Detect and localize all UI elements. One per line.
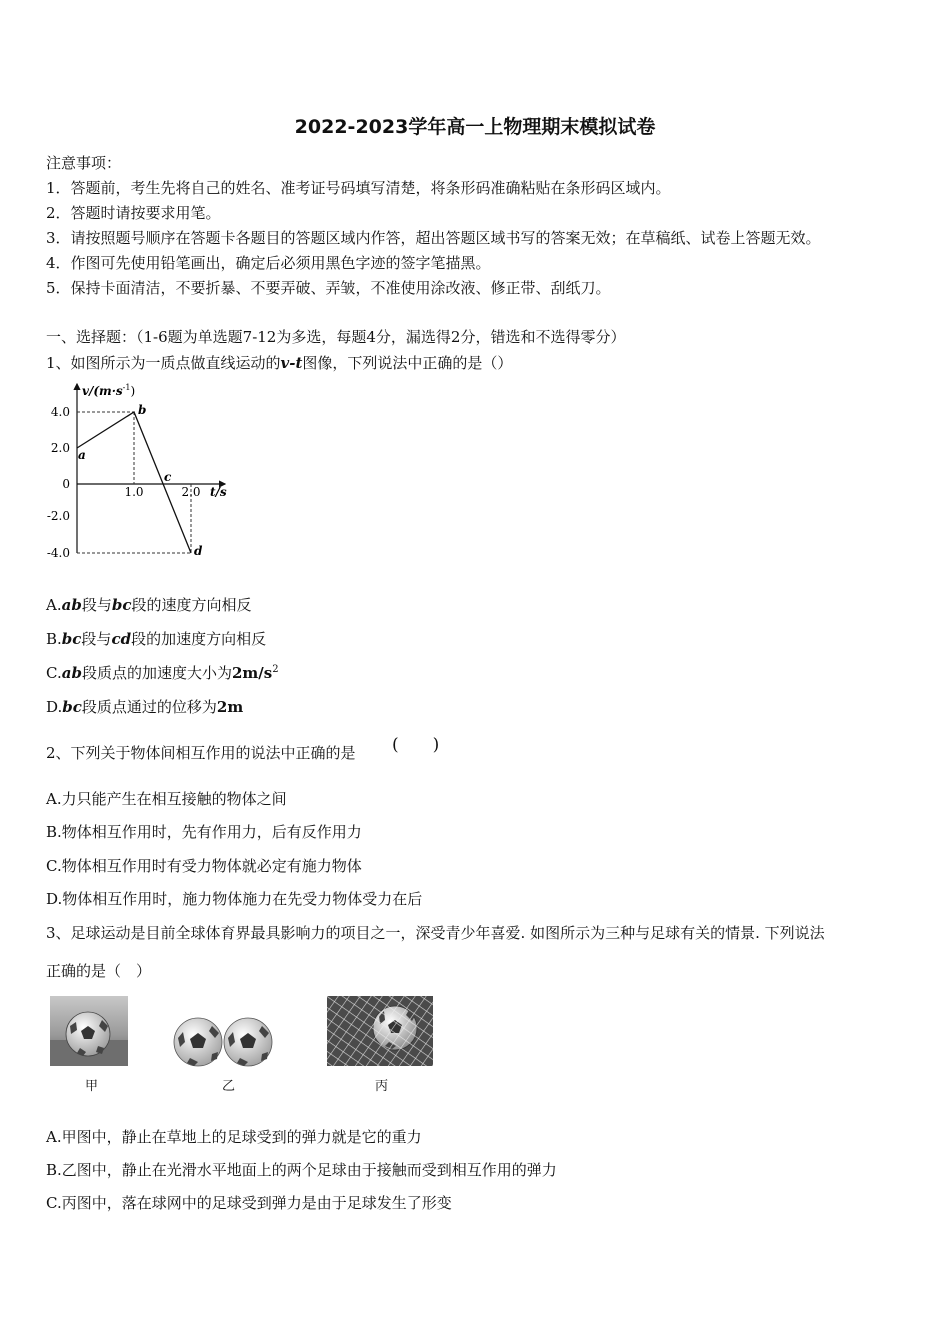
q2-option-a: A.力只能产生在相互接触的物体之间 [46, 790, 287, 808]
y-tick-label: 4.0 [50, 405, 70, 419]
point-label: a [78, 448, 86, 462]
point-label: d [194, 544, 203, 558]
figure-caption-yi: 乙 [222, 1079, 236, 1094]
q2-option-b: B.物体相互作用时，先有作用力，后有反作用力 [46, 823, 362, 841]
q1-option-c: C.ab段质点的加速度大小为$2m/s^2$ [46, 664, 279, 682]
q3-option-a: A.甲图中，静止在草地上的足球受到的弹力就是它的重力 [46, 1128, 422, 1146]
notice-item: 5．保持卡面清洁，不要折暴、不要弄破、弄皱，不准使用涂改液、修正带、刮纸刀。 [46, 279, 611, 297]
x-tick-label: 2.0 [181, 485, 201, 499]
y-tick-label: 0 [62, 477, 70, 491]
q2-option-c: C.物体相互作用时有受力物体就必定有施力物体 [46, 857, 362, 875]
answer-parentheses: ( ) [392, 735, 440, 755]
q1-stem-part: 1、如图所示为一质点做直线运动的 [46, 354, 281, 372]
page-title: 2022-2023学年高一上物理期末模拟试卷 [294, 116, 656, 138]
q1-option-b: B.bc段与cd段的加速度方向相反 [46, 630, 267, 648]
q1-vt-term: v-t [280, 354, 303, 372]
q3-option-c: C.丙图中，落在球网中的足球受到弹力是由于足球发生了形变 [46, 1194, 452, 1212]
question-2-stem: 2、下列关于物体间相互作用的说法中正确的是 [46, 744, 356, 762]
question-1-stem [46, 352, 512, 373]
question-3-stem-cont: 正确的是（ ） [46, 962, 152, 980]
notice-item: 3．请按照题号顺序在答题卡各题目的答题区域内作答，超出答题区域书写的答案无效；在草稿纸、试卷上答题无效。 [46, 229, 821, 247]
soccer-ball-on-grass-image [50, 996, 128, 1066]
two-soccer-balls-image [172, 1016, 276, 1068]
point-label: c [164, 470, 172, 484]
y-tick-label: -2.0 [46, 509, 70, 523]
notice-heading: 注意事项： [46, 154, 122, 172]
q1-option-d: D.bc段质点通过的位移为2m [46, 698, 244, 716]
figure-caption-jia: 甲 [85, 1079, 99, 1094]
q1-stem-part: 图像，下列说法中正确的是（） [302, 354, 513, 372]
x-axis-label: t/s [210, 485, 227, 499]
vt-graph [40, 378, 240, 568]
q2-option-d: D.物体相互作用时，施力物体施力在先受力物体受力在后 [46, 890, 423, 908]
notice-item: 1．答题前，考生先将自己的姓名、准考证号码填写清楚，将条形码准确粘贴在条形码区域内。 [46, 179, 671, 197]
q1-option-a: A.ab段与bc段的速度方向相反 [46, 596, 252, 614]
figure-caption-bing: 丙 [375, 1079, 389, 1094]
notice-item: 4．作图可先使用铅笔画出，确定后必须用黑色字迹的签字笔描黑。 [46, 254, 491, 272]
y-axis-label: $v/(m\cdot s^{-1})$ [82, 383, 136, 398]
question-3-stem: 3、足球运动是目前全球体育界最具影响力的项目之一，深受青少年喜爱. 如图所示为三种与足球有关的情景. 下列说法 [46, 924, 825, 942]
soccer-ball-in-net-image [327, 996, 433, 1066]
x-tick-label: 1.0 [124, 485, 144, 499]
section-heading: 一、选择题：（1-6题为单选题7-12为多选，每题4分，漏选得2分，错选和不选得零分） [46, 328, 626, 346]
point-label: b [138, 403, 147, 417]
y-tick-label: -4.0 [46, 546, 70, 560]
q3-option-b: B.乙图中，静止在光滑水平地面上的两个足球由于接触而受到相互作用的弹力 [46, 1161, 557, 1179]
notice-item: 2．答题时请按要求用笔。 [46, 204, 221, 222]
y-tick-label: 2.0 [50, 441, 70, 455]
